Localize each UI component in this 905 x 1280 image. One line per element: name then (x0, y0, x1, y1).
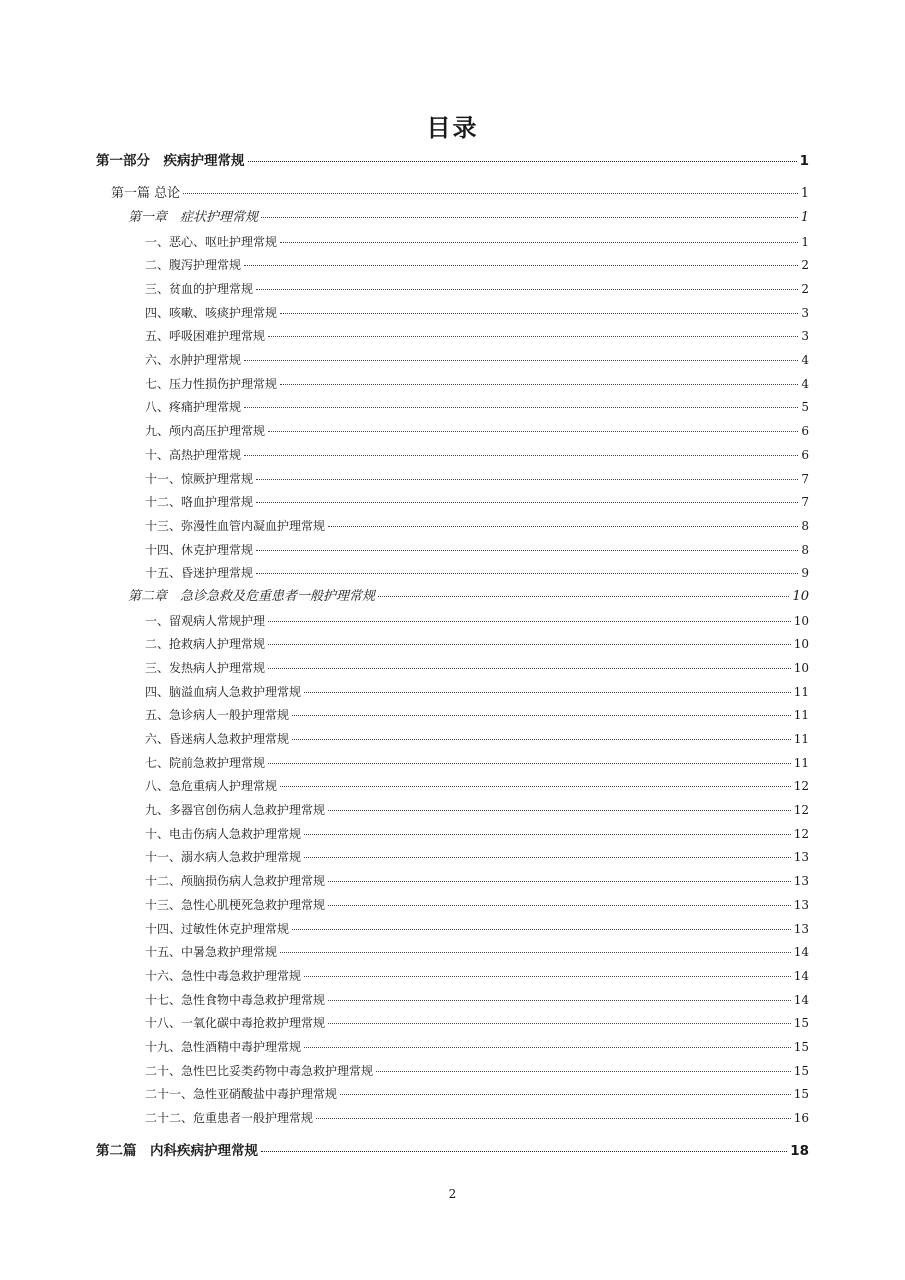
toc-entry-page-number: 3 (801, 329, 809, 344)
toc-dot-leader (183, 193, 798, 194)
toc-entry[interactable] (145, 706, 809, 724)
toc-entry-label: 三、贫血的护理常规 (145, 282, 254, 297)
toc-entry-page-number: 12 (793, 803, 809, 818)
toc-entry[interactable] (145, 1085, 809, 1103)
toc-entry-label: 四、咳嗽、咳痰护理常规 (145, 305, 278, 320)
toc-entry[interactable] (145, 848, 809, 866)
toc-entry-label: 十三、弥漫性血管内凝血护理常规 (145, 518, 326, 533)
toc-dot-leader (378, 596, 789, 597)
toc-entry-label: 二十、急性巴比妥类药物中毒急救护理常规 (145, 1063, 374, 1078)
toc-entry-page-number: 11 (793, 684, 809, 699)
toc-entry-label: 十六、急性中毒急救护理常规 (145, 968, 302, 983)
toc-entry-label: 七、压力性损伤护理常规 (145, 376, 278, 391)
toc-entry-page-number: 3 (801, 305, 809, 320)
toc-dot-leader (244, 360, 798, 361)
toc-dot-leader (292, 715, 791, 716)
toc-dot-leader (268, 644, 791, 645)
toc-dot-leader (256, 479, 798, 480)
toc-entry-label: 十九、急性酒精中毒护理常规 (145, 1039, 302, 1054)
toc-dot-leader (268, 763, 791, 764)
toc-entry[interactable] (145, 327, 809, 345)
toc-entry-label: 三、发热病人护理常规 (145, 661, 266, 675)
toc-entry[interactable] (145, 280, 809, 298)
toc-entry[interactable] (145, 256, 809, 274)
toc-entry-page-number: 10 (793, 661, 809, 675)
toc-entry-label: 二十二、危重患者一般护理常规 (145, 1111, 314, 1125)
toc-entry-label: 十四、休克护理常规 (145, 542, 254, 557)
toc-dot-leader (304, 857, 791, 858)
toc-entry-page-number: 10 (793, 637, 809, 652)
toc-entry-page-number: 4 (801, 376, 809, 391)
toc-dot-leader (316, 1118, 791, 1119)
toc-entry-page-number: 13 (793, 850, 809, 865)
toc-dot-leader (328, 905, 791, 906)
toc-entry-label: 一、留观病人常规护理 (145, 613, 266, 628)
toc-dot-leader (244, 407, 798, 408)
toc-dot-leader (256, 289, 798, 290)
toc-entry[interactable] (145, 754, 809, 772)
toc-entry-label: 十、高热护理常规 (145, 447, 242, 462)
toc-entry-page-number: 13 (793, 921, 809, 936)
toc-entry-page-number: 14 (793, 968, 809, 983)
toc-dot-leader (280, 242, 798, 243)
toc-entry-label: 九、颅内高压护理常规 (145, 424, 266, 439)
toc-entry[interactable] (145, 1014, 809, 1032)
toc-entry-page-number: 6 (801, 424, 809, 439)
toc-entry-page-number: 18 (790, 1143, 809, 1159)
toc-entry[interactable] (145, 517, 809, 535)
toc-entry-label: 五、呼吸困难护理常规 (145, 329, 266, 344)
toc-entry-page-number: 1 (799, 153, 809, 169)
toc-entry-label: 二十一、急性亚硝酸盐中毒护理常规 (145, 1087, 338, 1102)
toc-entry[interactable] (145, 233, 809, 251)
toc-entry-label: 一、恶心、呕吐护理常规 (145, 234, 278, 249)
toc-dot-leader (256, 502, 798, 503)
toc-entry[interactable] (145, 351, 809, 369)
toc-entry[interactable] (145, 659, 809, 677)
toc-entry-page-number: 10 (792, 588, 809, 604)
toc-entry-page-number: 1 (800, 186, 809, 201)
toc-entry-page-number: 6 (801, 447, 809, 462)
toc-entry-page-number: 11 (793, 732, 809, 747)
toc-entry-page-number: 1 (800, 210, 809, 225)
toc-entry-page-number: 9 (801, 566, 809, 581)
toc-entry-page-number: 15 (793, 1063, 809, 1078)
toc-dot-leader (280, 313, 798, 314)
toc-entry-page-number: 14 (793, 992, 809, 1007)
toc-entry[interactable] (145, 943, 809, 961)
toc-dot-leader (328, 1023, 791, 1024)
toc-entry-label: 十二、颅脑损伤病人急救护理常规 (145, 874, 326, 889)
toc-entry-label: 第一部分 疾病护理常规 (96, 153, 245, 169)
toc-entry[interactable] (145, 1038, 809, 1056)
toc-entry-label: 二、腹泻护理常规 (145, 258, 242, 273)
toc-entry-label: 六、昏迷病人急救护理常规 (145, 732, 290, 747)
toc-entry[interactable] (145, 375, 809, 393)
toc-entry-label: 四、脑溢血病人急救护理常规 (145, 684, 302, 699)
toc-dot-leader (292, 739, 791, 740)
toc-entry-page-number: 15 (793, 1016, 809, 1031)
toc-entry[interactable] (145, 1062, 809, 1080)
toc-entry[interactable] (111, 185, 809, 203)
toc-entry[interactable] (145, 730, 809, 748)
toc-entry-page-number: 7 (801, 471, 809, 486)
toc-dot-leader (268, 336, 798, 337)
toc-entry-label: 十八、一氧化碳中毒抢救护理常规 (145, 1016, 326, 1031)
toc-dot-leader (376, 1071, 791, 1072)
toc-dot-leader (268, 621, 791, 622)
toc-entry[interactable] (96, 152, 809, 170)
toc-dot-leader (304, 1047, 791, 1048)
toc-entry-label: 十四、过敏性休克护理常规 (145, 921, 290, 936)
toc-entry-label: 第一篇 总论 (111, 186, 181, 201)
toc-dot-leader (292, 929, 791, 930)
toc-entry-page-number: 2 (801, 258, 809, 273)
toc-entry-page-number: 7 (801, 495, 809, 510)
toc-entry-label: 七、院前急救护理常规 (145, 755, 266, 770)
toc-entry-page-number: 16 (793, 1111, 809, 1125)
toc-dot-leader (280, 786, 791, 787)
toc-entry-page-number: 12 (793, 779, 809, 794)
toc-entry-label: 十七、急性食物中毒急救护理常规 (145, 992, 326, 1007)
toc-entry-label: 二、抢救病人护理常规 (145, 637, 266, 652)
toc-entry-label: 十、电击伤病人急救护理常规 (145, 826, 302, 841)
toc-entry-label: 十三、急性心肌梗死急救护理常规 (145, 897, 326, 912)
toc-entry-page-number: 8 (801, 518, 809, 533)
toc-entry[interactable] (145, 683, 809, 701)
toc-entry[interactable] (145, 896, 809, 914)
toc-entry-page-number: 5 (801, 400, 809, 415)
toc-entry[interactable] (145, 612, 809, 630)
toc-dot-leader (328, 1000, 791, 1001)
toc-entry-label: 九、多器官创伤病人急救护理常规 (145, 803, 326, 818)
toc-entry[interactable] (145, 564, 809, 582)
toc-title: 目录 (426, 114, 479, 142)
toc-dot-leader (248, 161, 797, 162)
toc-entry-label: 十五、中暑急救护理常规 (145, 945, 278, 960)
toc-entry-page-number: 12 (793, 826, 809, 841)
toc-entry-page-number: 13 (793, 897, 809, 912)
toc-entry[interactable] (145, 470, 809, 488)
toc-dot-leader (244, 265, 798, 266)
toc-dot-leader (340, 1094, 791, 1095)
toc-entry[interactable] (145, 635, 809, 653)
toc-entry[interactable] (145, 446, 809, 464)
toc-dot-leader (328, 881, 791, 882)
toc-dot-leader (268, 668, 791, 669)
toc-entry[interactable] (145, 777, 809, 795)
toc-entry[interactable] (96, 1142, 809, 1160)
toc-entry-label: 八、疼痛护理常规 (145, 400, 242, 415)
toc-dot-leader (244, 455, 798, 456)
toc-dot-leader (268, 431, 798, 432)
toc-entry-label: 十一、溺水病人急救护理常规 (145, 850, 302, 865)
toc-dot-leader (304, 692, 791, 693)
toc-entry[interactable] (145, 422, 809, 440)
toc-dot-leader (328, 526, 798, 527)
toc-entry-page-number: 4 (801, 353, 809, 368)
toc-dot-leader (280, 384, 798, 385)
toc-entry[interactable] (145, 920, 809, 938)
toc-entry[interactable] (145, 991, 809, 1009)
toc-entry-label: 十二、咯血护理常规 (145, 495, 254, 510)
toc-dot-leader (256, 550, 798, 551)
toc-entry-page-number: 11 (793, 708, 809, 723)
toc-entry-page-number: 10 (793, 613, 809, 628)
toc-entry[interactable] (128, 588, 809, 606)
toc-entry-page-number: 11 (793, 755, 809, 770)
toc-entry[interactable] (145, 825, 809, 843)
toc-entry-page-number: 15 (793, 1039, 809, 1054)
toc-entry-page-number: 15 (793, 1087, 809, 1102)
toc-entry-page-number: 8 (801, 542, 809, 557)
toc-entry-page-number: 1 (801, 234, 809, 249)
toc-entry-page-number: 14 (793, 945, 809, 960)
toc-entry-label: 六、水肿护理常规 (145, 353, 242, 368)
toc-dot-leader (261, 217, 798, 218)
toc-dot-leader (256, 573, 798, 574)
toc-entry[interactable] (145, 398, 809, 416)
toc-dot-leader (304, 834, 791, 835)
toc-entry[interactable] (145, 1109, 809, 1127)
toc-entry-label: 第一章 症状护理常规 (128, 210, 259, 225)
toc-dot-leader (304, 976, 791, 977)
toc-dot-leader (328, 810, 791, 811)
toc-entry[interactable] (145, 304, 809, 322)
toc-entry[interactable] (145, 801, 809, 819)
toc-entry[interactable] (145, 967, 809, 985)
toc-entry-label: 第二章 急诊急救及危重患者一般护理常规 (128, 588, 376, 604)
toc-entry-label: 十一、惊厥护理常规 (145, 471, 254, 486)
page-number-footer: 2 (448, 1187, 457, 1201)
toc-dot-leader (261, 1151, 787, 1152)
toc-dot-leader (280, 952, 791, 953)
toc-entry-label: 八、急危重病人护理常规 (145, 779, 278, 794)
toc-entry-label: 第二篇 内科疾病护理常规 (96, 1143, 258, 1159)
toc-entry-page-number: 13 (793, 874, 809, 889)
toc-entry-label: 十五、昏迷护理常规 (145, 566, 254, 581)
toc-entry[interactable] (128, 209, 809, 227)
toc-entry[interactable] (145, 541, 809, 559)
toc-entry-label: 五、急诊病人一般护理常规 (145, 708, 290, 723)
toc-entry[interactable] (145, 493, 809, 511)
toc-entry[interactable] (145, 872, 809, 890)
toc-entry-page-number: 2 (801, 282, 809, 297)
